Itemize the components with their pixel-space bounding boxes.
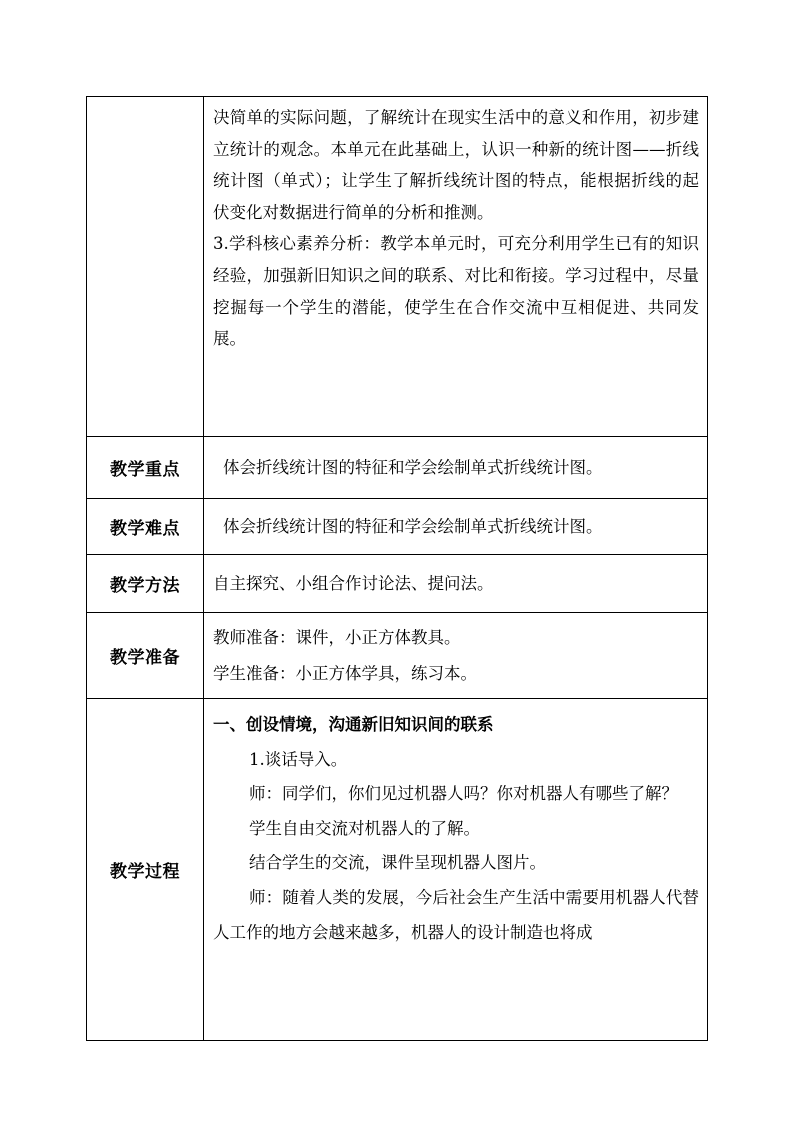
key-points-content xyxy=(204,437,708,499)
analysis-paragraph: 3.学科核心素养分析：教学本单元时，可充分利用学生已有的知识经验，加强新旧知识之间的联系、对比和衔接。学习过程中，尽量挖掘每一个学生的潜能，使学生在合作交流中互相促进、共同发展。 xyxy=(213,234,699,349)
analysis-content xyxy=(204,97,708,437)
table-row-difficulties xyxy=(87,499,708,555)
methods-content xyxy=(204,555,708,613)
table-row-preparation xyxy=(87,613,708,699)
preparation-label: 教学准备 xyxy=(87,613,204,699)
methods-text: 自主探究、小组合作讨论法、提问法。 xyxy=(213,573,494,593)
table-row-analysis xyxy=(87,97,708,437)
teacher-preparation-text: 教师准备：课件，小正方体教具。 xyxy=(213,627,461,647)
table-row-methods xyxy=(87,555,708,613)
process-label: 教学过程 xyxy=(87,699,204,1041)
key-points-text: 体会折线统计图的特征和学会绘制单式折线统计图。 xyxy=(223,457,603,477)
process-paragraph: 学生自由交流对机器人的了解。 xyxy=(249,818,480,838)
process-paragraph: 结合学生的交流，课件呈现机器人图片。 xyxy=(249,853,546,873)
process-content xyxy=(204,699,708,1041)
difficulties-content xyxy=(204,499,708,555)
preparation-content xyxy=(204,613,708,699)
row-label-empty xyxy=(87,97,204,437)
student-preparation-text: 学生准备：小正方体学具，练习本。 xyxy=(213,663,477,683)
methods-label: 教学方法 xyxy=(87,555,204,613)
difficulties-label: 教学难点 xyxy=(87,499,204,555)
process-paragraph: 师：随着人类的发展，今后社会生产生活中需要用机器人代替人工作的地方会越来越多，机器人的设计制造也将成 xyxy=(213,887,699,942)
table-row-process xyxy=(87,699,708,1041)
process-heading: 一、创设情境，沟通新旧知识间的联系 xyxy=(213,715,494,734)
key-points-label: 教学重点 xyxy=(87,437,204,499)
table-row-key-points xyxy=(87,437,708,499)
analysis-paragraph: 决简单的实际问题，了解统计在现实生活中的意义和作用，初步建立统计的观念。本单元在此基础上，认识一种新的统计图——折线统计图（单式）；让学生了解折线统计图的特点，能根据折线的起伏变化对数据进行简单的分析和推测。 xyxy=(213,108,699,222)
process-paragraph: 1.谈话导入。 xyxy=(249,749,348,769)
difficulties-text: 体会折线统计图的特征和学会绘制单式折线统计图。 xyxy=(223,516,603,536)
process-paragraph: 师：同学们，你们见过机器人吗？你对机器人有哪些了解？ xyxy=(249,784,678,804)
lesson-plan-table xyxy=(86,96,708,1041)
